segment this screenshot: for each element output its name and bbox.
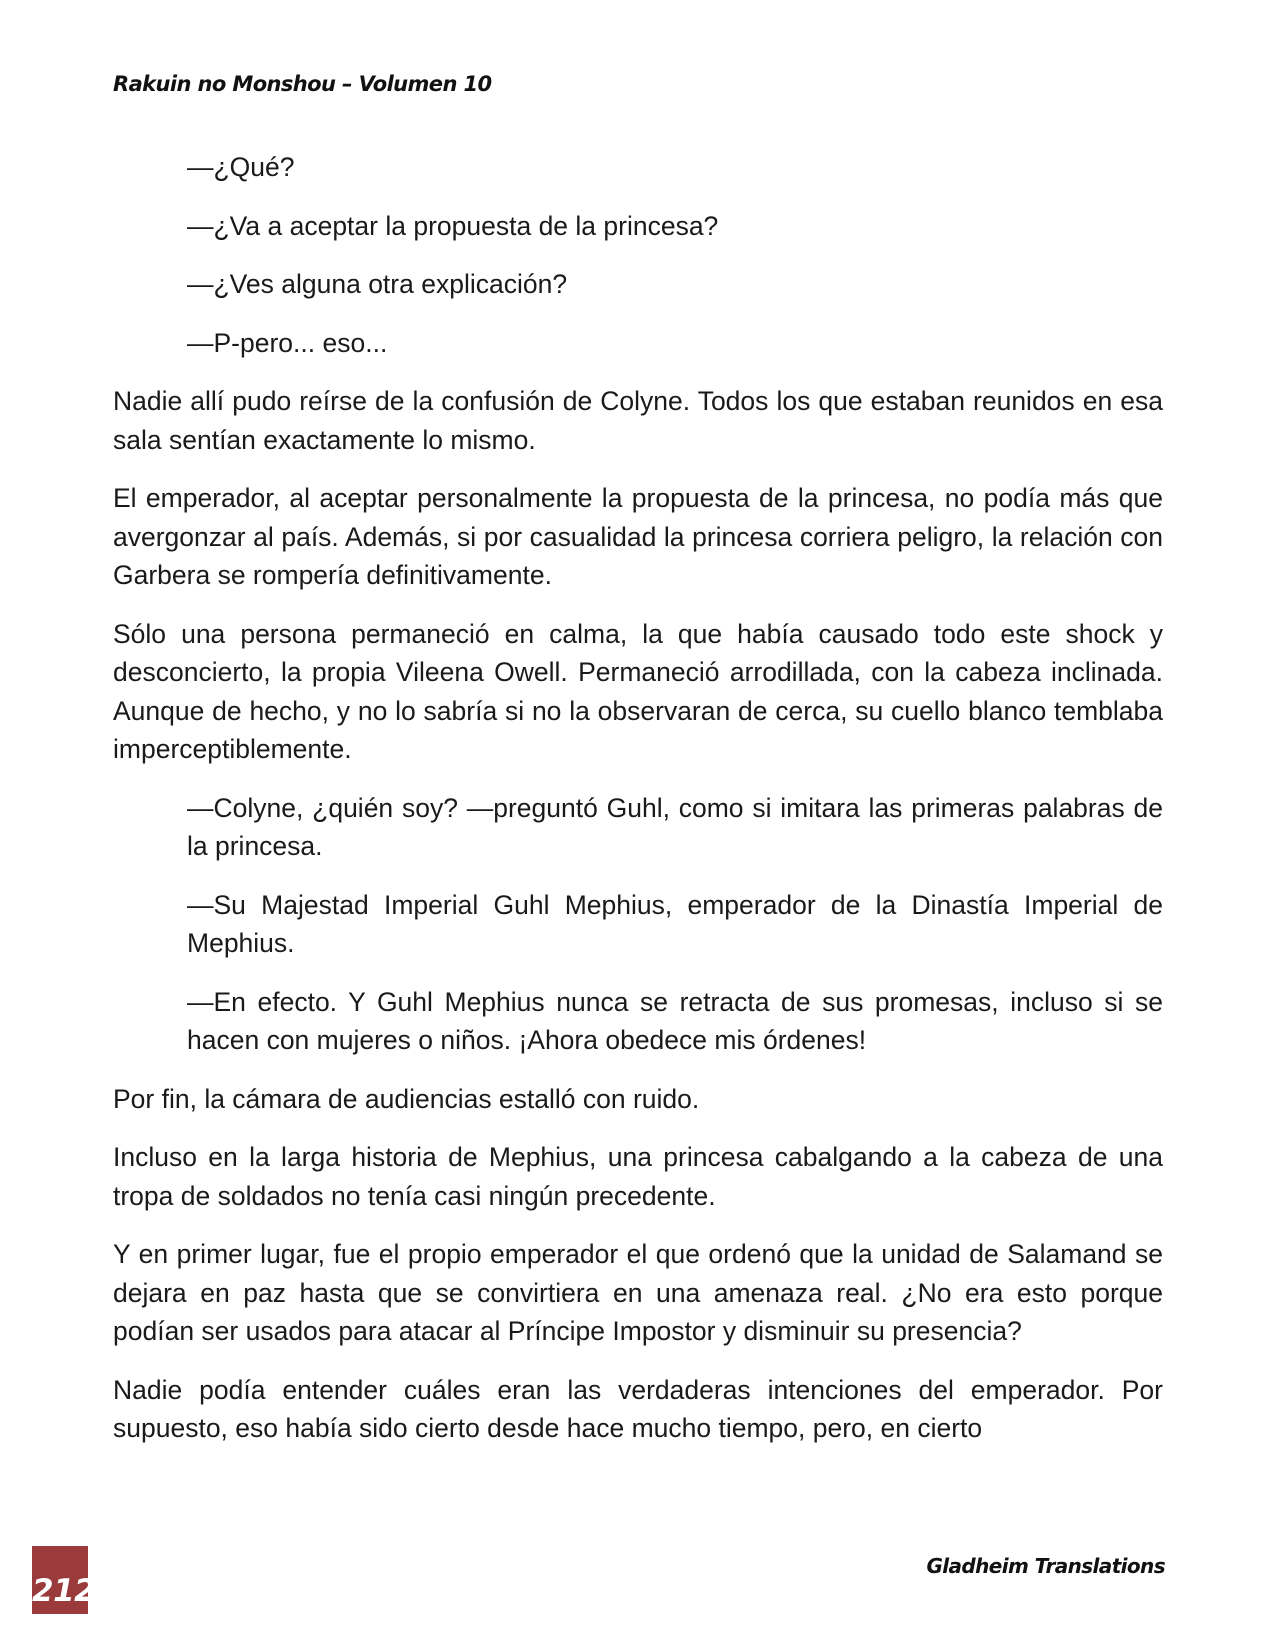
- dialogue-paragraph: —¿Ves alguna otra explicación?: [187, 269, 568, 299]
- dialogue-paragraph: —En efecto. Y Guhl Mephius nunca se retracta de sus promesas, incluso si se hacen con mujeres o niños. ¡Ahora obedece mis órdenes!: [187, 986, 1163, 1055]
- page-body-text: [113, 148, 1163, 1468]
- narration-paragraph: Por fin, la cámara de audiencias estalló con ruido.: [113, 1083, 700, 1114]
- running-header-title: Rakuin no Monshou – Volumen 10: [113, 72, 492, 96]
- narration-paragraph: Sólo una persona permaneció en calma, la que había causado todo este shock y desconcierto, la propia Vileena Owell. Permaneció arrodillada, con la cabeza inclinada. Aunque de hecho, y no lo sabría si no la observaran de cerca, su cuello blanco temblaba imperceptiblemente.: [113, 618, 1163, 764]
- dialogue-paragraph: —Colyne, ¿quién soy? —preguntó Guhl, como si imitara las primeras palabras de la princesa.: [187, 792, 1163, 861]
- narration-paragraph: Incluso en la larga historia de Mephius, una princesa cabalgando a la cabeza de una tropa de soldados no tenía casi ningún precedente.: [113, 1142, 1163, 1211]
- dialogue-paragraph: —¿Va a aceptar la propuesta de la princesa?: [187, 210, 719, 241]
- footer-credit: Gladheim Translations: [926, 1554, 1165, 1578]
- narration-paragraph: Nadie podía entender cuáles eran las verdaderas intenciones del emperador. Por supuesto, eso había sido cierto desde hace mucho tiempo, pero, en cierto: [113, 1374, 1163, 1443]
- narration-paragraph: Nadie allí pudo reírse de la confusión de Colyne. Todos los que estaban reunidos en esa sala sentían exactamente lo mismo.: [113, 386, 1163, 455]
- dialogue-paragraph: —Su Majestad Imperial Guhl Mephius, emperador de la Dinastía Imperial de Mephius.: [187, 889, 1163, 958]
- page-number: 212: [32, 1573, 96, 1609]
- dialogue-paragraph: —P-pero... eso...: [187, 327, 388, 358]
- narration-paragraph: El emperador, al aceptar personalmente la propuesta de la princesa, no podía más que avergonzar al país. Además, si por casualidad la princesa corriera peligro, la relación con Garbera se rompería definitivamente.: [113, 483, 1163, 590]
- narration-paragraph: Y en primer lugar, fue el propio emperador el que ordenó que la unidad de Salamand se dejara en paz hasta que se convirtiera en una amenaza real. ¿No era esto porque podían ser usados para atacar al Príncipe Impostor y disminuir su presencia?: [113, 1239, 1163, 1346]
- dialogue-paragraph: —¿Qué?: [187, 152, 295, 182]
